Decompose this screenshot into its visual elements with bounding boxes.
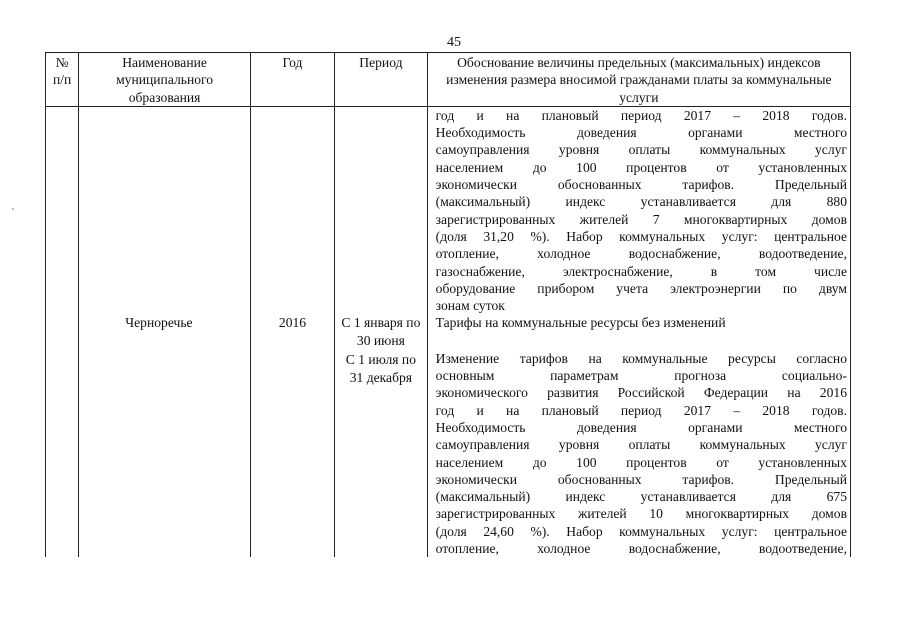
text-line: основным параметрам прогноза социально- bbox=[435, 368, 847, 384]
text-line: (доля 31,20 %). Набор коммунальных услуг: центральное bbox=[435, 228, 847, 244]
text-line: (доля 24,60 %). Набор коммунальных услуг: центральное bbox=[435, 523, 847, 539]
margin-mark bbox=[12, 208, 14, 210]
header-year: Год bbox=[250, 53, 334, 107]
cell-no-empty bbox=[46, 106, 79, 314]
cell-name-empty bbox=[79, 106, 251, 314]
text-line: экономически обоснованных тарифов. Предельный bbox=[435, 177, 847, 193]
text-line: Изменение тарифов на коммунальные ресурсы согласно bbox=[435, 350, 847, 366]
cell-period-empty bbox=[335, 106, 428, 314]
tariff-table bbox=[45, 52, 851, 557]
table-header-row bbox=[46, 53, 851, 107]
text-line: оборудование прибором учета электроэнергии по двум bbox=[435, 280, 847, 296]
header-name: Наименование муниципального образования bbox=[79, 53, 251, 107]
text-line: газоснабжение, электроснабжение, в том числе bbox=[435, 263, 847, 279]
municipality-name: Черноречье bbox=[79, 314, 251, 557]
header-basis: Обоснование величины предельных (максимальных) индексов изменения размера вносимой гражданами платы за коммунальные услуги bbox=[427, 53, 850, 107]
text-line: самоуправления уровня оплаты коммунальных услуг bbox=[435, 437, 847, 453]
text-line: отопление, холодное водоснабжение, водоотведение, bbox=[435, 246, 847, 262]
text-line: (максимальный) индекс устанавливается для 880 bbox=[435, 194, 847, 210]
text-line: экономически обоснованных тарифов. Предельный bbox=[435, 471, 847, 487]
text-line: год и на плановый период 2017 – 2018 годов. bbox=[435, 107, 847, 123]
text-line: населением до 100 процентов от установленных bbox=[435, 159, 847, 175]
header-no: № п/п bbox=[46, 53, 79, 107]
text-line: зарегистрированных жителей 7 многоквартирных домов bbox=[435, 211, 847, 227]
continuation-basis bbox=[427, 106, 850, 314]
basis-first-half: Тарифы на коммунальные ресурсы без изменений bbox=[435, 315, 726, 331]
header-period: Период bbox=[335, 53, 428, 107]
period-first-half: С 1 января по 30 июня bbox=[341, 315, 421, 348]
page-number: 45 bbox=[447, 35, 461, 50]
text-line: экономического развития Российской Федерации на 2016 bbox=[435, 385, 847, 401]
cell-no-empty bbox=[46, 314, 79, 557]
text-line: год и на плановый период 2017 – 2018 годов. bbox=[435, 402, 847, 418]
text-line: населением до 100 процентов от установленных bbox=[435, 454, 847, 470]
text-line: зонам суток bbox=[435, 298, 505, 314]
year-value: 2016 bbox=[250, 314, 334, 557]
text-line: (максимальный) индекс устанавливается для 675 bbox=[435, 489, 847, 505]
text-line: самоуправления уровня оплаты коммунальных услуг bbox=[435, 142, 847, 158]
basis-cell bbox=[427, 314, 850, 557]
text-line: зарегистрированных жителей 10 многоквартирных домов bbox=[435, 506, 847, 522]
table-row-chernorechye bbox=[46, 314, 851, 557]
period-second-half: С 1 июля по 31 декабря bbox=[345, 352, 417, 385]
text-line: Необходимость доведения органами местного bbox=[435, 419, 847, 435]
period-cell bbox=[335, 314, 428, 557]
table-row-continuation bbox=[46, 106, 851, 314]
text-line: отопление, холодное водоснабжение, водоотведение, bbox=[435, 541, 847, 557]
text-line: Необходимость доведения органами местного bbox=[435, 125, 847, 141]
cell-year-empty bbox=[250, 106, 334, 314]
